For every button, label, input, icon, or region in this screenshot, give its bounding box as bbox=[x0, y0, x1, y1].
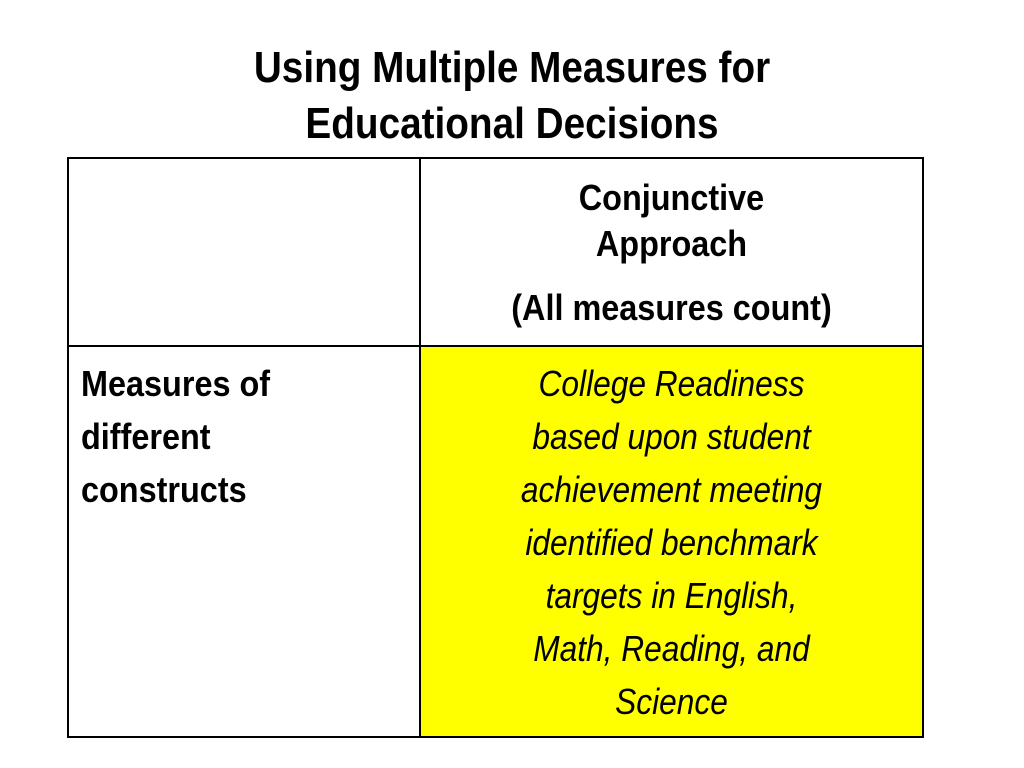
row-label-line-1: Measures of bbox=[81, 363, 271, 404]
header-title-line-1: Conjunctive bbox=[578, 177, 765, 218]
row-label-cell bbox=[68, 346, 420, 737]
header-subtitle: (All measures count) bbox=[511, 287, 832, 328]
title-line-1: Using Multiple Measures for bbox=[253, 43, 771, 92]
highlighted-description-cell bbox=[420, 346, 923, 737]
row-label-line-3: constructs bbox=[81, 469, 247, 510]
row-label-line-2: different bbox=[81, 416, 211, 457]
table-row bbox=[68, 346, 923, 737]
description-line-6: Math, Reading, and bbox=[533, 628, 810, 669]
description-line-7: Science bbox=[615, 681, 728, 722]
conjunctive-approach-header bbox=[420, 158, 923, 346]
description-line-4: identified benchmark bbox=[525, 522, 818, 563]
comparison-table bbox=[67, 157, 924, 738]
description-line-2: based upon student bbox=[532, 416, 811, 457]
description-line-5: targets in English, bbox=[545, 575, 798, 616]
table-header-row bbox=[68, 158, 923, 346]
title-line-2: Educational Decisions bbox=[305, 99, 719, 148]
slide-title bbox=[61, 40, 962, 152]
table-corner-cell bbox=[68, 158, 420, 346]
description-line-3: achievement meeting bbox=[520, 469, 823, 510]
description-line-1: College Readiness bbox=[538, 363, 805, 404]
header-title-line-2: Approach bbox=[595, 223, 748, 264]
